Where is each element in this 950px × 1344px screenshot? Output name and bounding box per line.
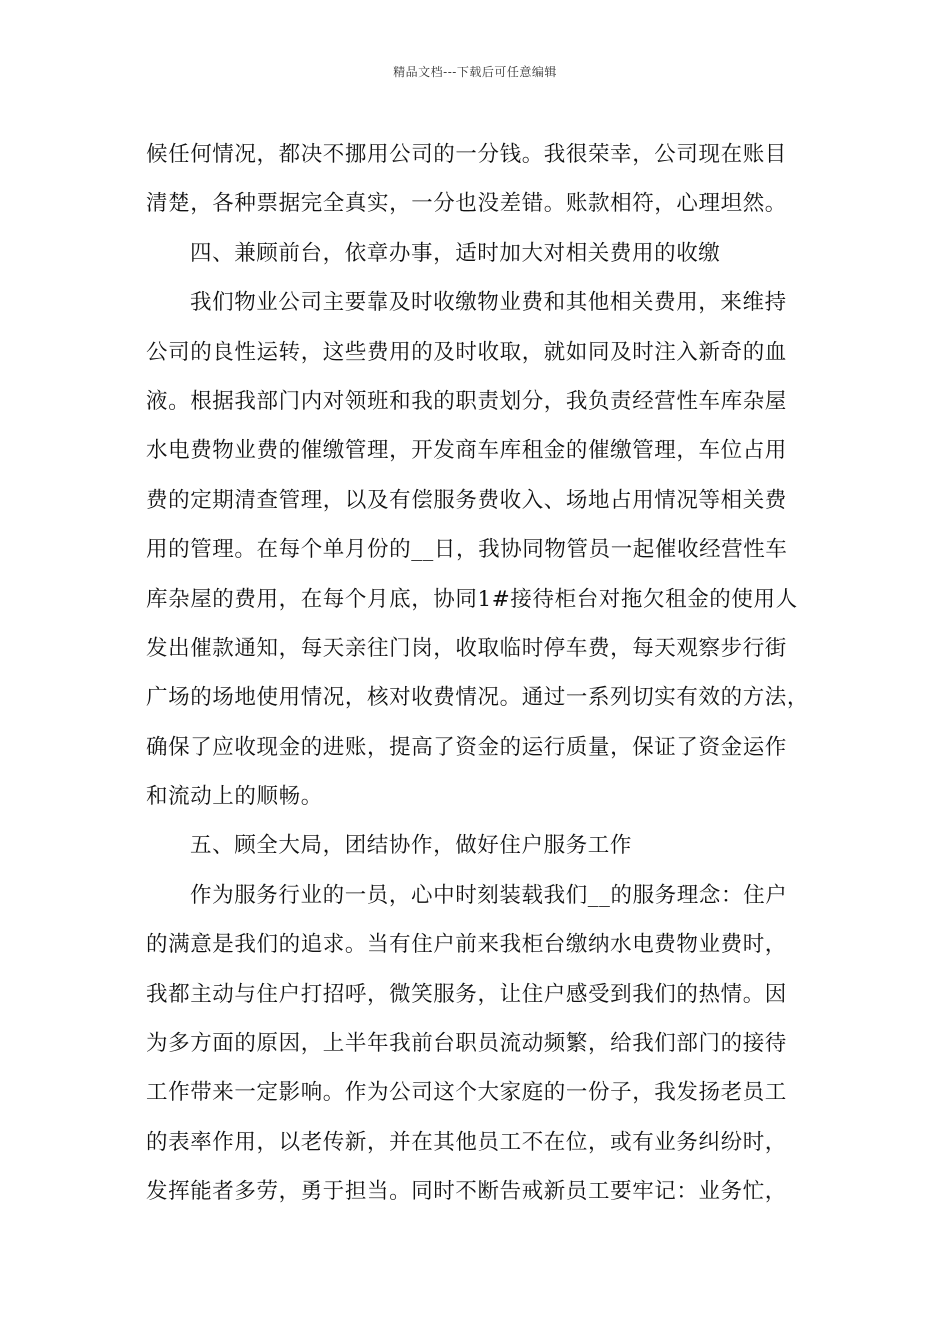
paragraph-line: 费的定期清查管理，以及有偿服务费收入、场地占用情况等相关费 <box>146 487 787 513</box>
paragraph-line: 广场的场地使用情况，核对收费情况。通过一系列切实有效的方法， <box>146 685 810 711</box>
paragraph-line: 发出催款通知，每天亲往门岗，收取临时停车费，每天观察步行街 <box>146 635 787 661</box>
paragraph-line: 我都主动与住户打招呼，微笑服务，让住户感受到我们的热情。因 <box>146 981 787 1007</box>
document-body <box>146 130 826 1217</box>
paragraph-line: 的表率作用，以老传新，并在其他员工不在位，或有业务纠纷时， <box>146 1129 787 1155</box>
paragraph-line: 发挥能者多劳，勇于担当。同时不断告戒新员工要牢记：业务忙， <box>146 1179 787 1205</box>
paragraph-line: 确保了应收现金的进账，提高了资金的运行质量，保证了资金运作 <box>146 734 787 760</box>
paragraph-start-line: 四、兼顾前台，依章办事，适时加大对相关费用的收缴 <box>190 240 721 266</box>
paragraph-line: 和流动上的顺畅。 <box>146 784 323 810</box>
paragraph-line: 的满意是我们的追求。当有住户前来我柜台缴纳水电费物业费时， <box>146 932 787 958</box>
paragraph-line: 候任何情况，都决不挪用公司的一分钱。我很荣幸，公司现在账目 <box>146 142 787 167</box>
paragraph-line: 清楚，各种票据完全真实，一分也没差错。账款相符，心理坦然。 <box>146 191 787 217</box>
paragraph-line: 库杂屋的费用，在每个月底，协同1#接待柜台对拖欠租金的使用人 <box>146 586 798 612</box>
paragraph-start-line: 五、顾全大局，团结协作，做好住户服务工作 <box>190 833 633 859</box>
paragraph-start-line: 我们物业公司主要靠及时收缴物业费和其他相关费用，来维持 <box>190 290 787 316</box>
paragraph-line: 液。根据我部门内对领班和我的职责划分，我负责经营性车库杂屋 <box>146 388 787 414</box>
paragraph-line: 公司的良性运转，这些费用的及时收取，就如同及时注入新奇的血 <box>146 339 787 365</box>
paragraph-line: 为多方面的原因，上半年我前台职员流动频繁，给我们部门的接待 <box>146 1031 787 1057</box>
paragraph-line: 水电费物业费的催缴管理，开发商车库租金的催缴管理，车位占用 <box>146 438 787 464</box>
paragraph-line: 用的管理。在每个单月份的__日，我协同物管员一起催收经营性车 <box>146 537 788 563</box>
page-header: 精品文档---下载后可任意编辑 <box>393 65 557 79</box>
paragraph-start-line: 作为服务行业的一员，心中时刻装载我们__的服务理念：住户 <box>190 882 788 908</box>
paragraph-line: 工作带来一定影响。作为公司这个大家庭的一份子，我发扬老员工 <box>146 1080 787 1106</box>
